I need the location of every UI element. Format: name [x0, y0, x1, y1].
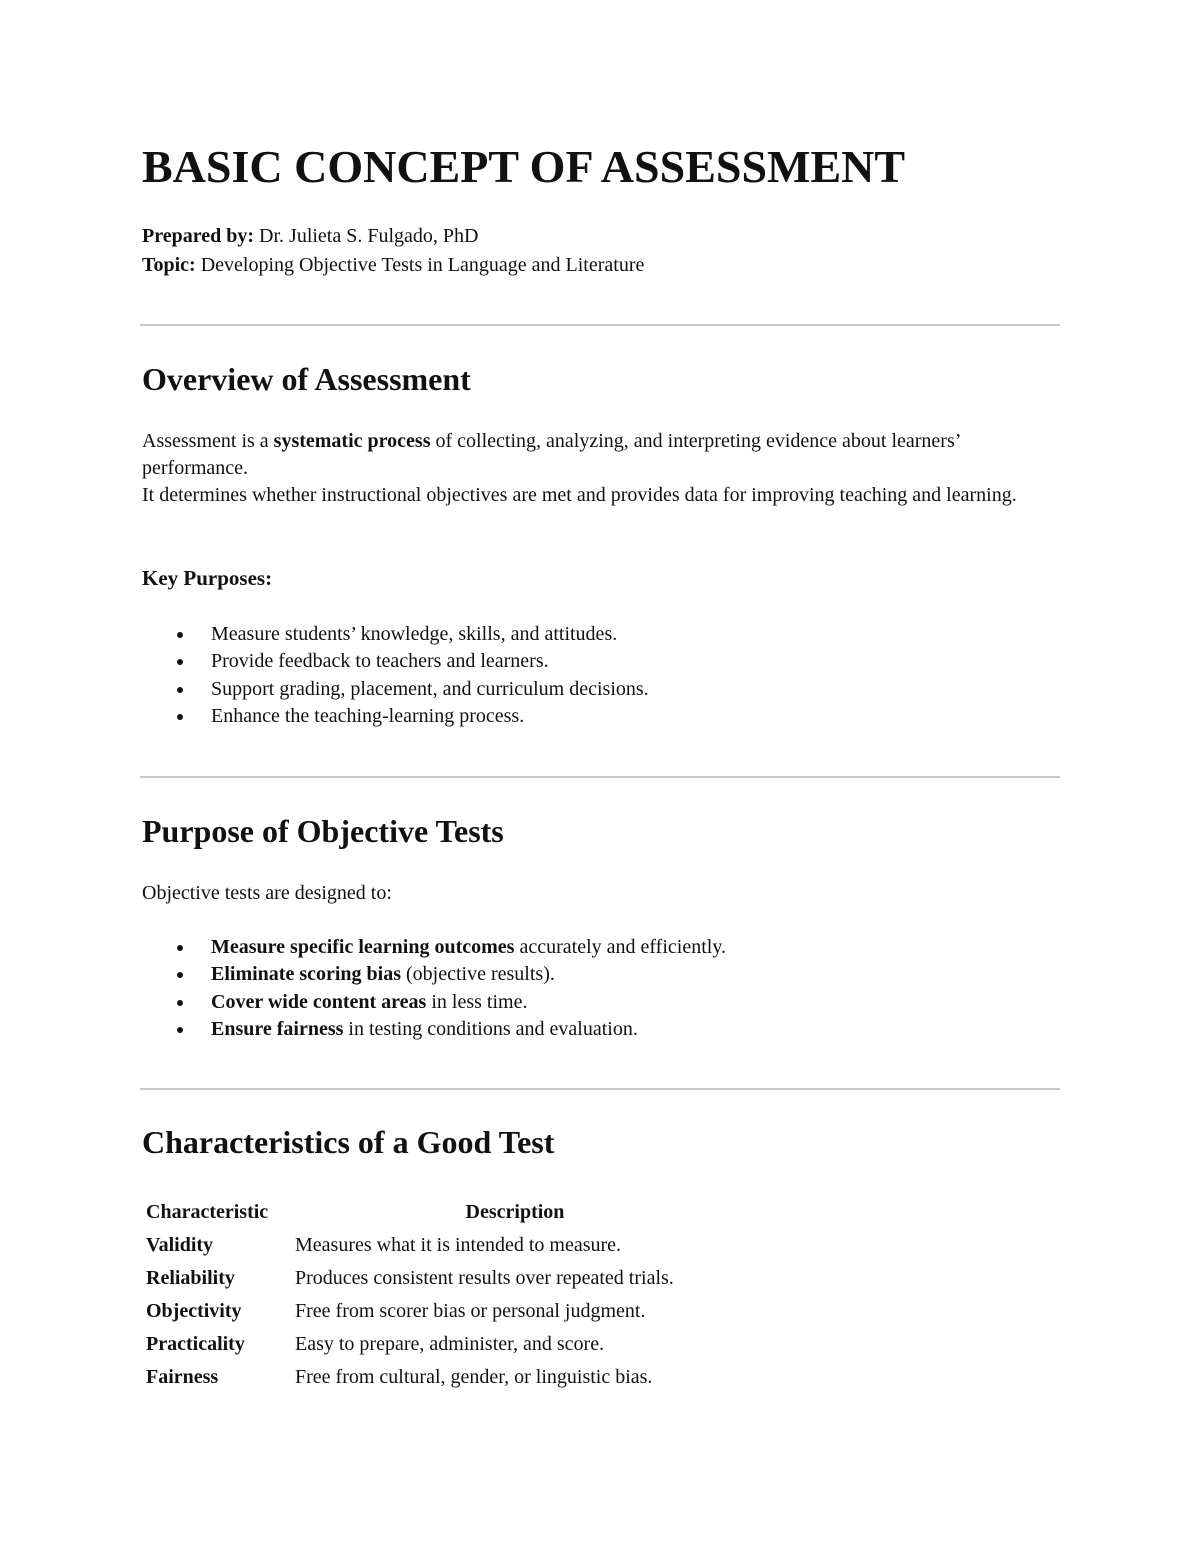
- characteristic-description: Free from cultural, gender, or linguistic bias.: [295, 1366, 653, 1388]
- bullet-icon: [177, 1027, 183, 1033]
- purpose-heading: Purpose of Objective Tests: [142, 813, 504, 849]
- bullet-icon: [177, 972, 183, 978]
- overview-paragraph-1: [142, 428, 1052, 482]
- characteristic-name: Practicality: [146, 1333, 245, 1355]
- prepared-by-value: Dr. Julieta S. Fulgado, PhD: [254, 225, 479, 247]
- characteristic-description: Measures what it is intended to measure.: [295, 1234, 622, 1256]
- list-item-text: in testing conditions and evaluation.: [343, 1017, 638, 1040]
- list-item-text: (objective results).: [401, 963, 555, 986]
- list-item: [142, 989, 726, 1016]
- bullet-icon: [177, 714, 183, 720]
- characteristic-description: Easy to prepare, administer, and score.: [295, 1333, 605, 1355]
- list-item-bold: Cover wide content areas: [211, 990, 427, 1013]
- list-item: [142, 621, 649, 648]
- list-item: [142, 648, 649, 675]
- overview-paragraph-2: It determines whether instructional objectives are met and provides data for improving teaching and learning.: [142, 484, 1017, 506]
- characteristic-name: Validity: [146, 1234, 214, 1256]
- bullet-icon: [177, 1000, 183, 1006]
- characteristics-table: [142, 1196, 739, 1394]
- topic-label: Topic:: [142, 254, 196, 276]
- list-item-bold: Ensure fairness: [211, 1017, 344, 1040]
- section-divider: [140, 776, 1060, 778]
- document-title: BASIC CONCEPT OF ASSESSMENT: [142, 141, 906, 192]
- list-item-text: in less time.: [426, 990, 528, 1013]
- column-header-characteristic: Characteristic: [146, 1201, 269, 1223]
- overview-p1-bold: systematic process: [273, 430, 431, 452]
- column-header-description: Description: [465, 1201, 565, 1223]
- list-item-text: Provide feedback to teachers and learners.: [211, 650, 549, 673]
- table-row: [142, 1295, 739, 1328]
- prepared-by-line: [142, 222, 478, 251]
- table-row: [142, 1361, 739, 1394]
- overview-p1-text: Assessment is a: [142, 430, 274, 452]
- bullet-icon: [177, 632, 183, 638]
- characteristic-description: Free from scorer bias or personal judgment.: [295, 1300, 646, 1322]
- characteristic-description: Produces consistent results over repeated trials.: [295, 1267, 674, 1289]
- overview-p1-text-end: of collecting, analyzing, and interpreting evidence about learners’ performance.: [142, 430, 960, 479]
- list-item: [142, 961, 726, 988]
- topic-value: Developing Objective Tests in Language and Literature: [195, 254, 645, 276]
- list-item: [142, 934, 726, 961]
- list-item-text: Measure students’ knowledge, skills, and attitudes.: [211, 623, 618, 645]
- list-item-bold: Measure specific learning outcomes: [211, 936, 515, 958]
- topic-line: [142, 251, 644, 280]
- list-item-text: Enhance the teaching-learning process.: [211, 704, 525, 727]
- bullet-icon: [177, 659, 183, 665]
- table-header-row: [142, 1196, 739, 1229]
- prepared-by-label: Prepared by:: [142, 225, 255, 247]
- bullet-icon: [177, 945, 183, 951]
- characteristic-name: Reliability: [146, 1267, 235, 1289]
- list-item: [142, 1016, 726, 1043]
- bullet-icon: [177, 687, 183, 693]
- key-purposes-list: [142, 621, 649, 730]
- table-row: [142, 1328, 739, 1361]
- table-row: [142, 1229, 739, 1262]
- section-divider: [140, 1088, 1060, 1090]
- list-item: [142, 703, 649, 730]
- list-item-text: accurately and efficiently.: [514, 936, 727, 958]
- purpose-intro: Objective tests are designed to:: [142, 882, 392, 904]
- characteristic-name: Fairness: [146, 1366, 219, 1388]
- characteristic-name: Objectivity: [146, 1300, 242, 1322]
- section-divider: [140, 324, 1060, 326]
- key-purposes-heading: Key Purposes:: [142, 566, 273, 590]
- table-row: [142, 1262, 739, 1295]
- list-item-bold: Eliminate scoring bias: [211, 963, 402, 986]
- purpose-list: [142, 934, 726, 1043]
- characteristics-heading: Characteristics of a Good Test: [142, 1124, 555, 1160]
- overview-heading: Overview of Assessment: [142, 361, 471, 397]
- list-item-text: Support grading, placement, and curriculum decisions.: [211, 677, 649, 700]
- list-item: [142, 676, 649, 703]
